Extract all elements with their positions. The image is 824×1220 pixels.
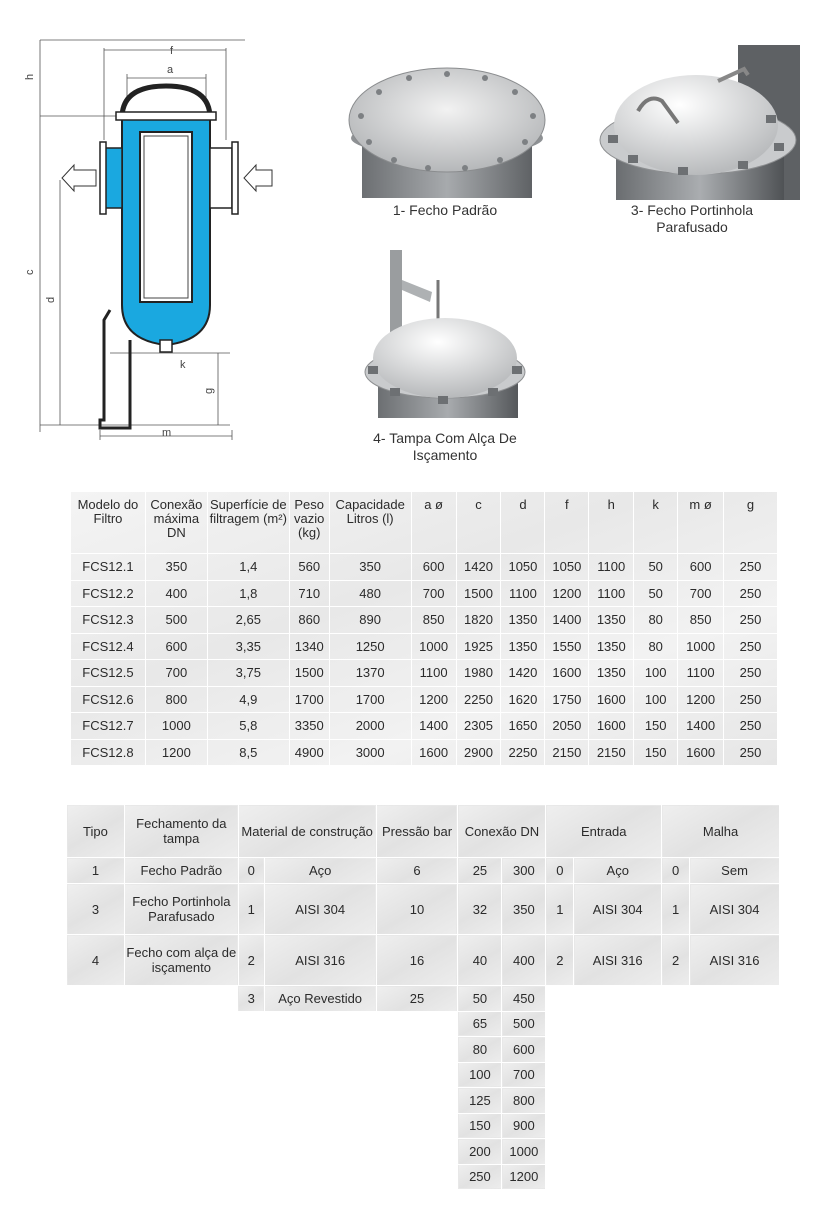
pressao-value: 10 <box>376 884 458 935</box>
specs-header-cell: Superfície de filtragem (m²) <box>207 492 289 554</box>
specs-cell: 480 <box>329 580 411 607</box>
malha-label: AISI 304 <box>690 884 780 935</box>
specs-cell: 3,35 <box>207 633 289 660</box>
specs-cell: 1050 <box>501 554 545 581</box>
specs-cell: FCS12.1 <box>71 554 146 581</box>
opt-header-fechamento: Fechamento da tampa <box>124 805 238 858</box>
specs-cell: 1100 <box>589 580 634 607</box>
options-row <box>67 884 780 935</box>
specs-cell: 500 <box>145 607 207 634</box>
specs-cell: 850 <box>678 607 724 634</box>
specs-table <box>70 491 778 766</box>
specs-cell: 2305 <box>456 713 501 740</box>
entrada-label: AISI 316 <box>574 935 662 986</box>
opt-header-material: Material de construção <box>238 805 376 858</box>
specs-cell: 1100 <box>589 554 634 581</box>
entrada-label: Aço <box>574 858 662 884</box>
caption-photo-1: 1- Fecho Padrão <box>392 202 498 218</box>
specs-header-cell: d <box>501 492 545 554</box>
specs-cell: 1500 <box>456 580 501 607</box>
photo-tampa-alca <box>360 240 530 418</box>
tipo-label: Fecho com alça de isçamento <box>124 935 238 986</box>
specs-cell: 1350 <box>589 633 634 660</box>
specs-cell: 1,4 <box>207 554 289 581</box>
material-code: 2 <box>238 935 264 986</box>
conexao-value: 1000 <box>502 1139 546 1165</box>
conexao-value: 900 <box>502 1113 546 1139</box>
specs-cell: 80 <box>634 633 678 660</box>
specs-cell: 50 <box>634 580 678 607</box>
specs-row <box>71 686 778 713</box>
options-row <box>67 1164 780 1190</box>
specs-header-cell: m ø <box>678 492 724 554</box>
options-row <box>67 858 780 884</box>
specs-cell: 80 <box>634 607 678 634</box>
specs-cell: 1400 <box>411 713 456 740</box>
pressao-value: 16 <box>376 935 458 986</box>
specs-cell: 1600 <box>589 686 634 713</box>
dim-label-d: d <box>45 296 57 303</box>
conexao-value: 50 <box>458 986 502 1012</box>
specs-row <box>71 739 778 766</box>
dim-label-f: f <box>170 45 174 57</box>
filter-dimension-diagram <box>0 0 300 470</box>
specs-row <box>71 713 778 740</box>
specs-cell: FCS12.8 <box>71 739 146 766</box>
specs-cell: 1600 <box>589 713 634 740</box>
conexao-value: 200 <box>458 1139 502 1165</box>
specs-header-cell: c <box>456 492 501 554</box>
dim-label-a: a <box>167 64 174 76</box>
specs-cell: 1100 <box>678 660 724 687</box>
specs-cell: 1200 <box>411 686 456 713</box>
material-code: 3 <box>238 986 264 1012</box>
specs-cell: 1050 <box>545 554 589 581</box>
specs-cell: 4,9 <box>207 686 289 713</box>
specs-row <box>71 660 778 687</box>
specs-cell: 1200 <box>545 580 589 607</box>
options-row <box>67 1062 780 1088</box>
specs-cell: 860 <box>289 607 329 634</box>
malha-label: Sem <box>690 858 780 884</box>
material-code: 0 <box>238 858 264 884</box>
specs-cell: 250 <box>724 686 778 713</box>
conexao-value: 65 <box>458 1011 502 1037</box>
options-row <box>67 1113 780 1139</box>
specs-cell: 250 <box>724 607 778 634</box>
specs-cell: 1100 <box>501 580 545 607</box>
conexao-value: 400 <box>502 935 546 986</box>
specs-cell: 1700 <box>329 686 411 713</box>
specs-cell: 1400 <box>678 713 724 740</box>
specs-cell: 560 <box>289 554 329 581</box>
specs-cell: 1600 <box>545 660 589 687</box>
malha-code: 0 <box>662 858 690 884</box>
specs-cell: 1250 <box>329 633 411 660</box>
specs-header-cell: Conexão máxima DN <box>145 492 207 554</box>
specs-cell: 1550 <box>545 633 589 660</box>
specs-cell: 1420 <box>456 554 501 581</box>
specs-cell: 1200 <box>678 686 724 713</box>
photo-fecho-portinhola <box>598 45 800 200</box>
conexao-value: 125 <box>458 1088 502 1114</box>
material-label: AISI 316 <box>264 935 376 986</box>
opt-header-malha: Malha <box>662 805 780 858</box>
specs-header-cell: h <box>589 492 634 554</box>
options-row <box>67 1139 780 1165</box>
dim-label-h: h <box>24 73 36 80</box>
specs-cell: 800 <box>145 686 207 713</box>
specs-cell: 2150 <box>545 739 589 766</box>
specs-cell: 710 <box>289 580 329 607</box>
specs-cell: 700 <box>678 580 724 607</box>
specs-cell: 1350 <box>589 607 634 634</box>
caption-photo-4: 4- Tampa Com Alça De Isçamento <box>373 430 517 463</box>
specs-header-cell: Peso vazio (kg) <box>289 492 329 554</box>
conexao-value: 1200 <box>502 1164 546 1190</box>
specs-row <box>71 633 778 660</box>
options-row <box>67 1088 780 1114</box>
specs-cell: 4900 <box>289 739 329 766</box>
tipo-code: 1 <box>67 858 125 884</box>
specs-cell: 1000 <box>411 633 456 660</box>
options-table <box>66 804 780 1190</box>
specs-cell: 50 <box>634 554 678 581</box>
specs-cell: 1620 <box>501 686 545 713</box>
specs-cell: FCS12.7 <box>71 713 146 740</box>
malha-code: 1 <box>662 884 690 935</box>
opt-header-conexao: Conexão DN <box>458 805 546 858</box>
specs-cell: 8,5 <box>207 739 289 766</box>
material-code: 1 <box>238 884 264 935</box>
specs-cell: 150 <box>634 739 678 766</box>
conexao-value: 500 <box>502 1011 546 1037</box>
photo-fecho-padrao <box>340 58 555 198</box>
specs-cell: 890 <box>329 607 411 634</box>
opt-header-entrada: Entrada <box>546 805 662 858</box>
specs-cell: 1000 <box>678 633 724 660</box>
specs-cell: 1350 <box>501 633 545 660</box>
conexao-value: 80 <box>458 1037 502 1063</box>
specs-cell: 1980 <box>456 660 501 687</box>
specs-cell: 250 <box>724 660 778 687</box>
malha-label: AISI 316 <box>690 935 780 986</box>
specs-header-row <box>71 492 778 554</box>
specs-cell: 1100 <box>411 660 456 687</box>
specs-cell: 1,8 <box>207 580 289 607</box>
specs-cell: 250 <box>724 580 778 607</box>
specs-cell: 150 <box>634 713 678 740</box>
pressao-value: 25 <box>376 986 458 1012</box>
specs-cell: 250 <box>724 739 778 766</box>
specs-cell: 1750 <box>545 686 589 713</box>
malha-code: 2 <box>662 935 690 986</box>
specs-header-cell: f <box>545 492 589 554</box>
conexao-value: 300 <box>502 858 546 884</box>
specs-cell: 3350 <box>289 713 329 740</box>
pressao-value: 6 <box>376 858 458 884</box>
entrada-code: 1 <box>546 884 574 935</box>
specs-cell: 2150 <box>589 739 634 766</box>
specs-cell: FCS12.5 <box>71 660 146 687</box>
specs-cell: 2050 <box>545 713 589 740</box>
conexao-value: 250 <box>458 1164 502 1190</box>
material-label: Aço <box>264 858 376 884</box>
entrada-code: 2 <box>546 935 574 986</box>
dim-label-k: k <box>180 359 186 371</box>
options-row <box>67 1011 780 1037</box>
specs-cell: 2900 <box>456 739 501 766</box>
specs-row <box>71 554 778 581</box>
conexao-value: 450 <box>502 986 546 1012</box>
specs-cell: 1700 <box>289 686 329 713</box>
caption-photo-3: 3- Fecho Portinhola Parafusado <box>630 202 754 235</box>
specs-cell: 250 <box>724 713 778 740</box>
conexao-value: 25 <box>458 858 502 884</box>
specs-cell: 1400 <box>545 607 589 634</box>
specs-cell: FCS12.2 <box>71 580 146 607</box>
conexao-value: 600 <box>502 1037 546 1063</box>
specs-cell: 2,65 <box>207 607 289 634</box>
specs-cell: 350 <box>145 554 207 581</box>
conexao-value: 100 <box>458 1062 502 1088</box>
conexao-value: 32 <box>458 884 502 935</box>
specs-cell: 250 <box>724 554 778 581</box>
specs-cell: 2000 <box>329 713 411 740</box>
opt-header-pressao: Pressão bar <box>376 805 458 858</box>
dim-label-m: m <box>162 427 172 439</box>
specs-cell: 1350 <box>589 660 634 687</box>
specs-cell: 1340 <box>289 633 329 660</box>
material-label: AISI 304 <box>264 884 376 935</box>
specs-cell: 1350 <box>501 607 545 634</box>
conexao-value: 800 <box>502 1088 546 1114</box>
tipo-label: Fecho Padrão <box>124 858 238 884</box>
opt-header-tipo: Tipo <box>67 805 125 858</box>
specs-cell: 1500 <box>289 660 329 687</box>
specs-cell: 350 <box>329 554 411 581</box>
specs-cell: FCS12.6 <box>71 686 146 713</box>
specs-cell: 1000 <box>145 713 207 740</box>
specs-cell: 3000 <box>329 739 411 766</box>
specs-cell: 600 <box>678 554 724 581</box>
specs-cell: 100 <box>634 660 678 687</box>
specs-cell: 850 <box>411 607 456 634</box>
material-label: Aço Revestido <box>264 986 376 1012</box>
dim-label-c: c <box>24 269 36 275</box>
tipo-code: 3 <box>67 884 125 935</box>
specs-cell: 1420 <box>501 660 545 687</box>
specs-cell: 1820 <box>456 607 501 634</box>
conexao-value: 40 <box>458 935 502 986</box>
dim-label-g: g <box>203 387 215 394</box>
specs-cell: 600 <box>145 633 207 660</box>
specs-cell: FCS12.4 <box>71 633 146 660</box>
specs-cell: FCS12.3 <box>71 607 146 634</box>
specs-header-cell: g <box>724 492 778 554</box>
entrada-label: AISI 304 <box>574 884 662 935</box>
conexao-value: 150 <box>458 1113 502 1139</box>
specs-cell: 1370 <box>329 660 411 687</box>
specs-header-cell: a ø <box>411 492 456 554</box>
specs-cell: 400 <box>145 580 207 607</box>
specs-cell: 5,8 <box>207 713 289 740</box>
specs-header-cell: k <box>634 492 678 554</box>
specs-cell: 1600 <box>411 739 456 766</box>
specs-header-cell: Capacidade Litros (l) <box>329 492 411 554</box>
specs-cell: 1650 <box>501 713 545 740</box>
specs-cell: 2250 <box>456 686 501 713</box>
specs-cell: 100 <box>634 686 678 713</box>
tipo-code: 4 <box>67 935 125 986</box>
specs-cell: 2250 <box>501 739 545 766</box>
options-row <box>67 1037 780 1063</box>
specs-cell: 700 <box>411 580 456 607</box>
specs-cell: 250 <box>724 633 778 660</box>
options-row <box>67 935 780 986</box>
specs-row <box>71 607 778 634</box>
specs-row <box>71 580 778 607</box>
specs-cell: 1925 <box>456 633 501 660</box>
specs-cell: 1200 <box>145 739 207 766</box>
conexao-value: 700 <box>502 1062 546 1088</box>
specs-header-cell: Modelo do Filtro <box>71 492 146 554</box>
options-row <box>67 986 780 1012</box>
tipo-label: Fecho Portinhola Parafusado <box>124 884 238 935</box>
entrada-code: 0 <box>546 858 574 884</box>
specs-cell: 700 <box>145 660 207 687</box>
conexao-value: 350 <box>502 884 546 935</box>
specs-cell: 3,75 <box>207 660 289 687</box>
specs-cell: 1600 <box>678 739 724 766</box>
specs-cell: 600 <box>411 554 456 581</box>
